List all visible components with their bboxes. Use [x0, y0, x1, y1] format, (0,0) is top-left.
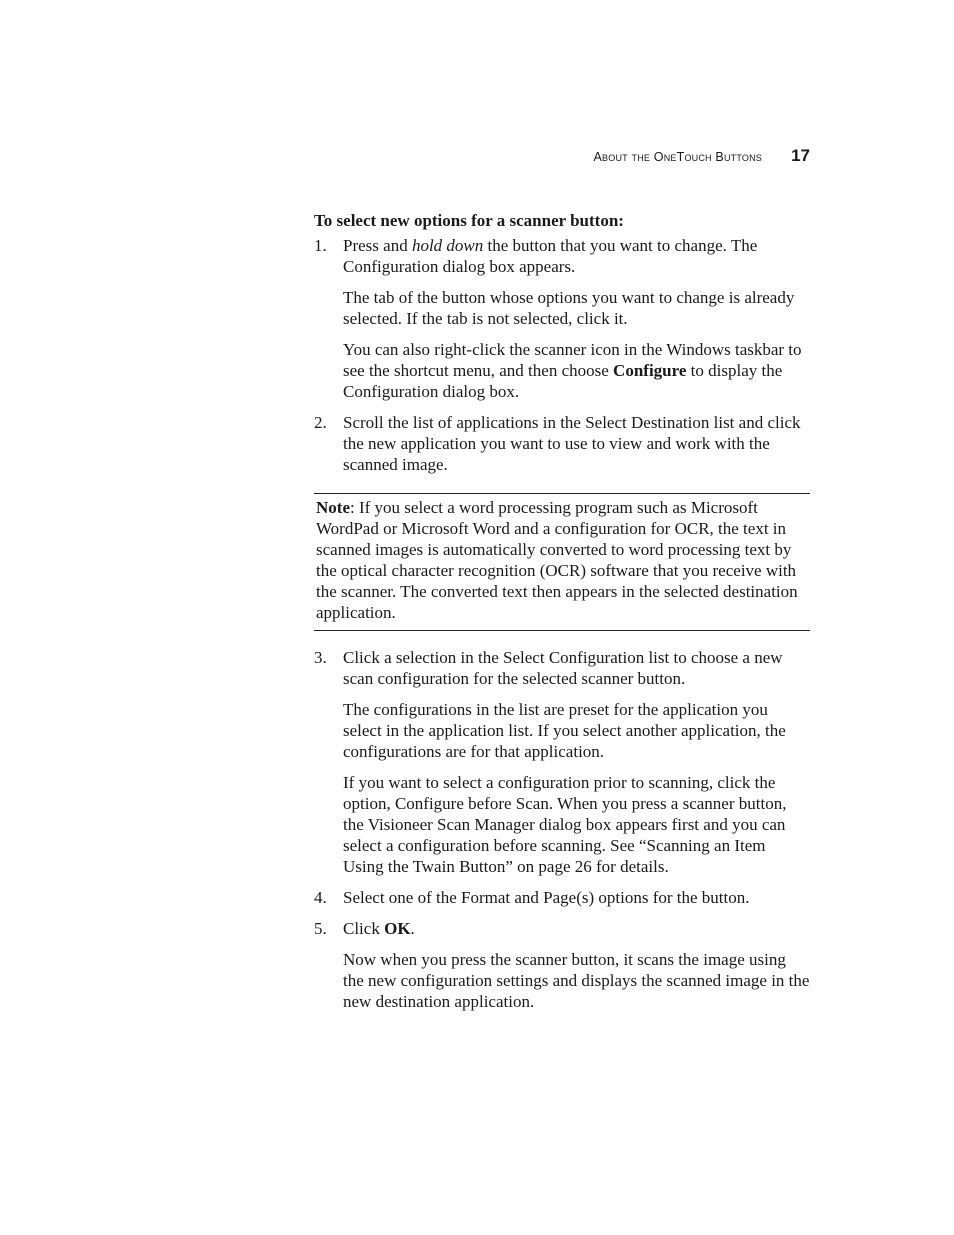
- note-box: [314, 493, 810, 631]
- step-text: Click: [343, 919, 385, 938]
- step-text: .: [410, 919, 415, 938]
- procedure-heading: To select new options for a scanner button:: [314, 211, 624, 230]
- step-2: [314, 412, 810, 475]
- step-3: [314, 647, 810, 689]
- step-3-paragraph-2: If you want to select a configuration prior to scanning, click the option, Configure before Scan. When you press a scanner button, the Visioneer Scan Manager dialog box appears first and you can select a configuration before scanning. See “Scanning an Item Using the Twain Button” on page 26 for details.: [343, 773, 787, 876]
- step-number: 1.: [314, 236, 327, 255]
- step-5-paragraph-1: Now when you press the scanner button, it scans the image using the new configuration settings and displays the scanned image in the new destination application.: [343, 950, 810, 1011]
- step-number: 2.: [314, 413, 327, 432]
- configure-term: Configure: [613, 361, 687, 380]
- step-text: Click a selection in the Select Configuration list to choose a new scan configuration for the selected scanner button.: [343, 648, 783, 688]
- step-text: Select one of the Format and Page(s) options for the button.: [343, 888, 750, 907]
- step-number: 3.: [314, 648, 327, 667]
- page-number: 17: [791, 146, 810, 165]
- step-text: Scroll the list of applications in the Select Destination list and click the new application you want to use to view and work with the scanned image.: [343, 413, 801, 474]
- step-3-paragraph-1: The configurations in the list are preset for the application you select in the application list. If you select another application, the configurations are for that application.: [343, 700, 786, 761]
- step-1-paragraph-2: [314, 339, 810, 402]
- step-number: 4.: [314, 888, 327, 907]
- note-label: Note: [316, 498, 350, 517]
- step-4: [314, 887, 810, 908]
- step-text: Press and: [343, 236, 412, 255]
- note-text: : If you select a word processing program such as Microsoft WordPad or Microsoft Word and a configuration for OCR, the text in scanned images is automatically converted to word processing text by the optical character recognition (OCR) software that you receive with the scanner. The converted text then appears in the selected destination application.: [316, 498, 798, 622]
- step-text: the button that you want to change. The Configuration dialog box appears.: [343, 236, 758, 276]
- ok-term: OK: [384, 919, 411, 938]
- step-1-paragraph-1: The tab of the button whose options you want to change is already selected. If the tab is not selected, click it.: [343, 288, 795, 328]
- step-5: [314, 918, 810, 939]
- step-emphasis: hold down: [411, 236, 484, 255]
- chapter-title: About the OneTouch Buttons: [593, 150, 762, 164]
- step-number: 5.: [314, 919, 327, 938]
- step-1: [314, 235, 810, 277]
- running-header: [560, 146, 810, 170]
- para-text: to display the Configuration dialog box.: [343, 361, 783, 401]
- para-text: You can also right-click the scanner icon in the Windows taskbar to see the shortcut menu, and then choose: [343, 340, 802, 380]
- page-body: [314, 210, 810, 1012]
